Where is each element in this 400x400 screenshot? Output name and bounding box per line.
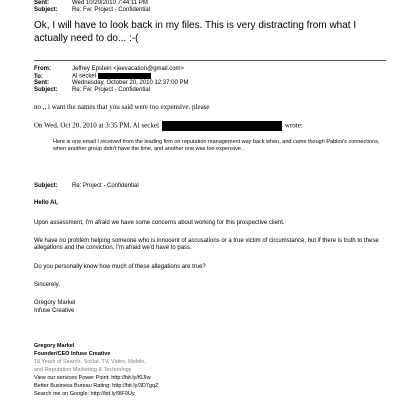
greeting: Hello Al, [34, 200, 58, 206]
signature-link-powerpoint[interactable]: View our services Power Point: http://bit.ly/f0JIw [34, 375, 151, 381]
from-value: Jeffrey Epstein <jeevacation@gmail.com> [72, 66, 185, 72]
subject-row [34, 87, 150, 94]
sent-value: Wed 10/20/2010 7:44:11 PM [72, 0, 148, 6]
separator [34, 60, 386, 61]
subject-label: Subject: [34, 7, 58, 13]
quote-intro-suffix: wrote: [284, 121, 303, 130]
inner-subject-row [34, 183, 139, 190]
signature-company: Infuse Creative [34, 308, 75, 314]
subject-value: Re: Fw: Project - Confidential [72, 87, 151, 93]
from-label: From: [34, 66, 51, 72]
signature-block-title: Founder/CEO Infuse Creative [34, 351, 111, 357]
top-subject-row [34, 7, 150, 14]
inner-subject-label: Subject: [34, 183, 58, 189]
para-question: Do you personally know how much of these allegations are true? [34, 264, 206, 270]
inner-subject-value: Re: Project - Confidential [72, 183, 139, 189]
sent-label: Sent: [34, 80, 49, 86]
closing: Sincerely, [34, 282, 60, 288]
signature-link-bbb[interactable]: Better Business Bureau Rating: http://bit.ly/3D7gqZ [34, 383, 159, 389]
quote-intro [34, 121, 303, 131]
top-sent-row [34, 0, 148, 7]
signature-link-google[interactable]: Search me on Google: http://bit.ly/9lF0Uy [34, 391, 135, 397]
signature-name: Gregory Markel [34, 300, 76, 306]
to-label: To: [34, 73, 43, 80]
para-assessment: Upon assessment, I'm afraid we have some concerns about working for this prospective client. [34, 220, 285, 226]
sent-row [34, 80, 189, 87]
signature-tagline-1: 15 Years of Search, Social, TV, Video, Mobile, [34, 359, 146, 365]
quote-intro-prefix: On Wed, Oct 20, 2010 at 3:35 PM, Al seckel [34, 121, 159, 130]
para-no-problem: We have no problem helping someone who is innocent of accusations or a true victim of circumstance, but if there is truth to these allegations and the conviction, I'm afraid we'd have to pass. [34, 238, 379, 252]
signature-tagline-2: and Reputation Marketing & Technology [34, 367, 132, 373]
sent-label: Sent: [34, 0, 49, 6]
subject-label: Subject: [34, 87, 58, 93]
subject-value: Re: Fw: Project - Confidential [72, 7, 151, 13]
from-row [34, 66, 184, 73]
redaction-block [162, 121, 282, 131]
redaction-block [98, 73, 151, 79]
sent-value: Wednesday, October 20, 2010 12:37:00 PM [72, 80, 189, 86]
reply-line: no ,, i want the names that you said were too expensive. please [34, 103, 210, 111]
to-value: Al seckel [72, 73, 97, 80]
quoted-text: Here is one email I received from the leading firm on reputation management way back when, and came though Pablos's connections, when another group didn't have the time, and another one was too expensive.. [53, 139, 380, 153]
signature-block-name: Gregory Markel [34, 343, 75, 349]
top-message: Ok, I will have to look back in my files. This is very distracting from what I actually need to do... :-( [34, 20, 357, 44]
